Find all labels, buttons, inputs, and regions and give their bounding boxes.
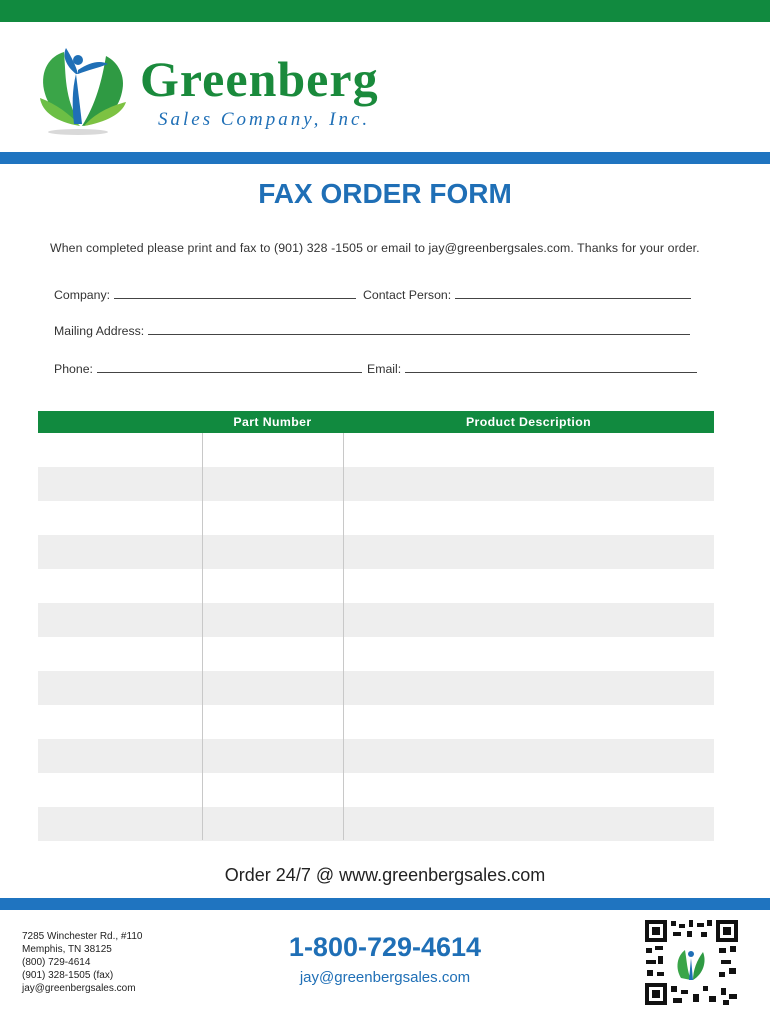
table-row[interactable] <box>38 705 714 739</box>
company-line[interactable] <box>114 288 356 299</box>
table-row[interactable] <box>38 603 714 637</box>
top-green-bar <box>0 0 770 22</box>
address-line: (800) 729-4614 <box>22 957 91 968</box>
contact-email: jay@greenbergsales.com <box>299 969 471 986</box>
company-field <box>54 288 356 302</box>
address-line: (901) 328-1505 (fax) <box>22 970 114 981</box>
table-row[interactable] <box>38 467 714 501</box>
mailing-label: Mailing Address: <box>54 324 145 338</box>
brand-subtitle: Sales Company, Inc. <box>158 109 371 130</box>
qr-code-icon <box>643 918 740 1007</box>
table-row[interactable] <box>38 433 714 467</box>
address-line: 7285 Winchester Rd., #110 <box>22 931 143 942</box>
table-row[interactable] <box>38 501 714 535</box>
email-label: Email: <box>367 362 402 376</box>
table-row[interactable] <box>38 637 714 671</box>
table-row[interactable] <box>38 671 714 705</box>
phone-label: Phone: <box>54 362 93 376</box>
table-row[interactable] <box>38 807 714 841</box>
contact-line[interactable] <box>455 288 691 299</box>
leaf-figure-logo-icon <box>36 40 136 140</box>
form-title: FAX ORDER FORM <box>258 178 512 209</box>
header-product-description: Product Description <box>465 415 592 429</box>
footer-blue-bar <box>0 898 770 910</box>
table-row[interactable] <box>38 535 714 569</box>
company-logo <box>36 40 386 140</box>
contact-label: Contact Person: <box>363 288 452 302</box>
header-qty <box>38 411 202 433</box>
company-label: Company: <box>54 288 111 302</box>
header-blue-bar <box>0 152 770 164</box>
phone-line[interactable] <box>97 362 362 373</box>
company-address <box>22 930 142 995</box>
form-instructions: When completed please print and fax to (901) 328 -1505 or email to jay@greenbergsales.com. Thanks for your order. <box>50 241 700 255</box>
toll-free-phone: 1-800-729-4614 <box>288 932 482 962</box>
table-row[interactable] <box>38 739 714 773</box>
mailing-field <box>54 324 690 338</box>
order-online-text: Order 24/7 @ www.greenbergsales.com <box>224 865 546 885</box>
email-line[interactable] <box>405 362 697 373</box>
contact-field <box>363 288 691 302</box>
brand-name: Greenberg <box>140 51 379 107</box>
phone-field <box>54 362 362 376</box>
mailing-line[interactable] <box>148 324 690 335</box>
order-table-header <box>38 411 714 433</box>
column-divider <box>343 433 344 840</box>
header-part-number: Part Number <box>233 415 312 429</box>
address-line: Memphis, TN 38125 <box>22 944 112 955</box>
email-field <box>367 362 697 376</box>
address-line: jay@greenbergsales.com <box>22 983 136 994</box>
table-row[interactable] <box>38 773 714 807</box>
table-row[interactable] <box>38 569 714 603</box>
column-divider <box>202 433 203 840</box>
